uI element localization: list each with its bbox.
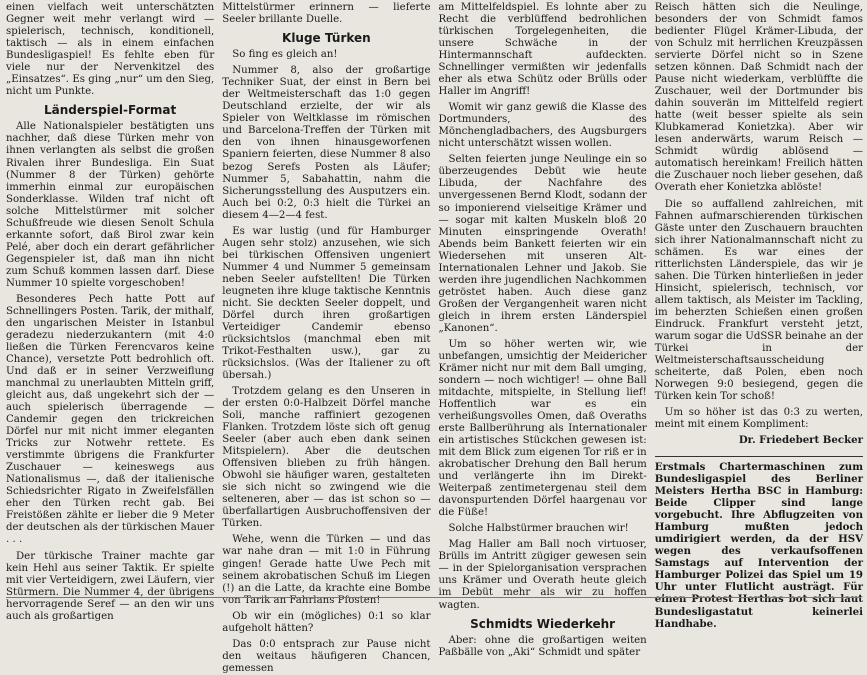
article-column-2	[222, 2, 431, 674]
article-column-4	[654, 2, 863, 630]
article-paragraph: Solche Halbstürmer brauchen wir!	[448, 523, 629, 535]
article-paragraph: Trotzdem gelang es den Unseren in der ersten 0:0-Halbzeit Dörfel manche Soli, manche raffiniert gezogenen Flanken. Trotzdem löste sich oft genug Seeler (aber auch eben dank seinen Mitspielern). Aber die deutschen Offensiven blieben zu früh hängen. Obwohl sie häufiger waren, gestalteten sie sich nicht so zwingend wie die selteneren, aber — das ist schon so — überfallartigen Ausbruchoffensiven der Türken.	[222, 386, 431, 530]
article-paragraph: am Mittelfeldspiel. Es lohnte aber zu Recht die verblüffend bedrohlichen türkischen Torgelegenheiten, die unsere Schwäche in der Hintermannschaft aufdeckten. Schnellinger vermißten wir jedenfalls eher als etwa Schütz oder Brülls oder Haller im Angriff!	[438, 2, 647, 98]
article-column-3	[438, 2, 647, 658]
article-paragraph: Mittelstürmer erinnern — lieferte Seeler brillante Duelle.	[222, 2, 431, 26]
article-paragraph: Aber: ohne die großartigen weiten Paßbälle von „Aki“ Schmidt und später	[438, 634, 647, 658]
article-paragraph: Wehe, wenn die Türken — und das war nahe dran — mit 1:0 in Führung gingen! Gerade hatte Uwe Pech mit seinem akrobatischen Schuß im Liegen (!) an die Latte, da krachte eine Bombe von Tarik an Fahrlans Pfosten!	[222, 534, 431, 606]
article-paragraph: So fing es gleich an!	[232, 49, 338, 61]
article-paragraph: Selten feierten junge Neulinge ein so überzeugendes Debüt wie heute Libuda, der Nachfahre des unvergessenen Bernd Klodt, sodann der so imponierend vielseitige Krämer und — sogar mit kalten Muskeln bloß 20 Minuten einspringende Overath! Abends beim Bankett feierten wir ein Wiedersehen mit unseren Alt-Internationalen Lehner und Jakob. Sie werden ihre jugendlichen Nachkommen getröstet haben. Auch diese ganz Großen der Vergangenheit waren nicht gleich in ihrem ersten Länderspiel „Kanonen“.	[438, 154, 647, 334]
section-heading: Schmidts Wiederkehr	[470, 616, 616, 631]
author-signature: Dr. Friedebert Becker	[738, 434, 863, 447]
article-paragraph: Das 0:0 entsprach zur Pause nicht den weitaus häufigeren Chancen, gemessen	[222, 638, 431, 674]
article-paragraph: Die so auffallend zahlreichen, mit Fahnen aufmarschierenden türkischen Gäste unter den Zuschauern brauchten sich ihrer Nationalmannschaft nicht zu schämen. Es war eines der ritterlichsten Länderspiele, das wir je sahen. Die Türken hinterließen in jeder Hinsicht, spielerisch, technisch, vor allem taktisch, als Meister im Tackling, im beherzten Schießen einen großen Eindruck. Frankfurt versteht jetzt, warum sogar die UdSSR beinahe an der Türkei in der Weltmeisterschaftsausscheidung scheiterte, daß Polen, eben noch Norwegen 9:0 besiegend, gegen die Türken kein Tor schoß!	[654, 198, 863, 402]
section-heading: Kluge Türken	[282, 31, 371, 46]
article-paragraph: Reisch hätten sich die Neulinge, besonders der von Schmidt famos bedienter Flügel Krämer-Libuda, der von Schulz mit herrlichen Kreuzpässen servierte Dörfel nicht so in Szene setzen können. Daß Schmidt nach der Pause nicht wiederkam, verblüffte die Zuschauer, weil der Dortmunder bis dahin souverän im Mittelfeld regiert hatte (weit besser spielte als sein Klubkamerad Konietzka). Aber wir lesen anderwärts, warum Reisch — Schmidt würdig ablösend — automatisch hereinkam! Freilich hätten die Zuschauer noch lieber gesehen, daß Overath eher Konietzka ablöste!	[654, 2, 863, 194]
article-paragraph: Um so höher werten wir, wie unbefangen, umsichtig der Meidericher Krämer nicht nur mit dem Ball umging, sondern — noch wichtiger! — ohne Ball mitdachte, mitspielte, in Stellung lief! Hoffentlich war es ein verheißungsvolles Omen, daß Overaths erste Ballberührung als Internationaler ein artistisches Stückchen gewesen ist: mit dem Blick zum eigenen Tor riß er in akrobatischer Drehung den Ball herum und verlängerte ihn im Direkt-Weiterpaß zentimetergenau steil dem davonspurtenden Dörfel haargenau vor die Füße!	[438, 338, 647, 519]
article-paragraph: Es war lustig (und für Hamburger Augen sehr stolz) anzusehen, wie sich bei türkischen Offensiven ungeniert Nummer 4 und Nummer 5 gemeinsam neben Seeler aufstellten! Die Türken leugneten ihre kluge taktische Kenntnis nicht. Sie deckten Seeler doppelt, und Dörfel durch ihren großartigen Verteidiger Candemir ebenso rücksichtslos (manchmal eben mit Trikot-Festhalten usw.), gar zu rücksichslos. (Was der Italiener zu oft übersah.)	[222, 225, 431, 382]
section-heading: Länderspiel-Format	[44, 103, 177, 118]
article-paragraph: Alle Nationalspieler bestätigten uns nachher, daß diese Türken mehr von ihnen verlangten als selbst die großen Rivalen ihrer Bundesliga. Ein Suat (Nummer 8 der Türken) gehörte immerhin einmal zur europäischen Sonderklasse. Wilden traf nicht oft solche Mittelstürmer mit solcher Schußfreude wie diesen Senolt Schula erkannte sofort, daß Birol zwar kein Pelé, aber doch ein derart gefährlicher Gegenspieler ist, daß man ihn nicht zum Schuß kommen lassen darf. Diese Nummer 10 spielte vorgeschoben!	[6, 121, 215, 289]
article-column-1	[6, 2, 215, 622]
article-paragraph: einen vielfach weit unterschätzten Gegner weit mehr verlangt wird — spielerisch, technisch, konditionell, taktisch — als in einem einfachen Bundesligaspiel! Es fehlte eben für viele nur der Nervenkitzel des „Einsatzes“. Es ging „nur“ um den Sieg, nicht um Punkte.	[6, 2, 215, 98]
article-paragraph: Der türkische Trainer machte gar kein Hehl aus seiner Taktik. Er spielte mit vier Verteidigern, zwei Läufern, vier Stürmern. Die Nummer 4, der übrigens hervorragende Seref — an den wir uns auch als großartigen	[6, 550, 215, 622]
article-paragraph: Ob wir ein (mögliches) 0:1 so klar aufgeholt hätten?	[222, 610, 431, 634]
bottom-rule	[6, 597, 861, 598]
article-paragraph: Womit wir ganz gewiß die Klasse des Dortmunders, des Mönchengladbachers, des Augsburgers nicht unterschätzt wissen wollen.	[438, 102, 647, 150]
column-divider	[655, 456, 863, 457]
article-paragraph: Um so höher ist das 0:3 zu werten, meint mit einem Kompliment:	[654, 407, 863, 431]
article-paragraph: Erstmals Chartermaschinen zum Bundesligaspiel des Berliner Meisters Hertha BSC in Hamburg: Beide Clipper sind lange vorgebucht. Ihre Abflugzeiten von Hamburg mußten jedoch umdirigiert werden, da der HSV wegen des verkaufsoffenen Samstags auf Intervention der Hamburger Polizei das Spiel um 19 Uhr unter Flutlicht austrägt. Für einen Protest Herthas bot sich laut Bundesligastatut keinerlei Handhabe.	[654, 461, 863, 630]
article-columns	[6, 2, 863, 674]
article-paragraph: Mag Haller am Ball noch virtuoser, Brülls im Antritt zügiger gewesen sein — in der Spielorganisation versprachen uns Krämer und Overath heute gleich im Debüt mehr als wir zu hoffen wagten.	[438, 539, 647, 611]
article-paragraph: Nummer 8, also der großartige Techniker Suat, der einst in Bern bei der Weltmeisterschaft das 1:0 gegen Deutschland erzielte, der wir als Spieler von Weltklasse im römischen und Barcelona-Treffen der Türken mit den von ihnen hinausgeworfenen Spaniern feierten, diese Nummer 8 also bezog Serefs Posten als Läufer; Nummer 5, Sabahattin, nahm die Sicherungsstellung des Ausputzers ein. Auch bei 0:2, 0:3 hielt die Türkei an diesem 4—2—4 fest.	[222, 65, 431, 221]
article-paragraph: Besonderes Pech hatte Pott auf Schnellingers Posten. Tarik, der mithalf, den ungarischen Meister in Istanbul geradezu niederzukantern (mit 4:0 ließen die Türken Ferencvaros keine Chance), versetzte Pott bedrohlich oft. Und daß er in seiner Verzweiflung manchmal zu unerlaubten Mitteln griff, gleicht aus, daß ungekehrt sich der — auch spielerisch überragende — Candemir gegen den trickreichen Dörfel nur mit nicht immer eleganten Tricks zur Notwehr rettete. Es verstimmte übrigens die Frankfurter Zuschauer — keineswegs aus Nationalismus —, daß der italienische Schiedsrichter Rigato in Zweifelsfällen eher den Türken recht gab. Bei Freistößen zählte er lieber die 9 Meter der deutschen als der türkischen Mauer . . .	[6, 293, 215, 546]
